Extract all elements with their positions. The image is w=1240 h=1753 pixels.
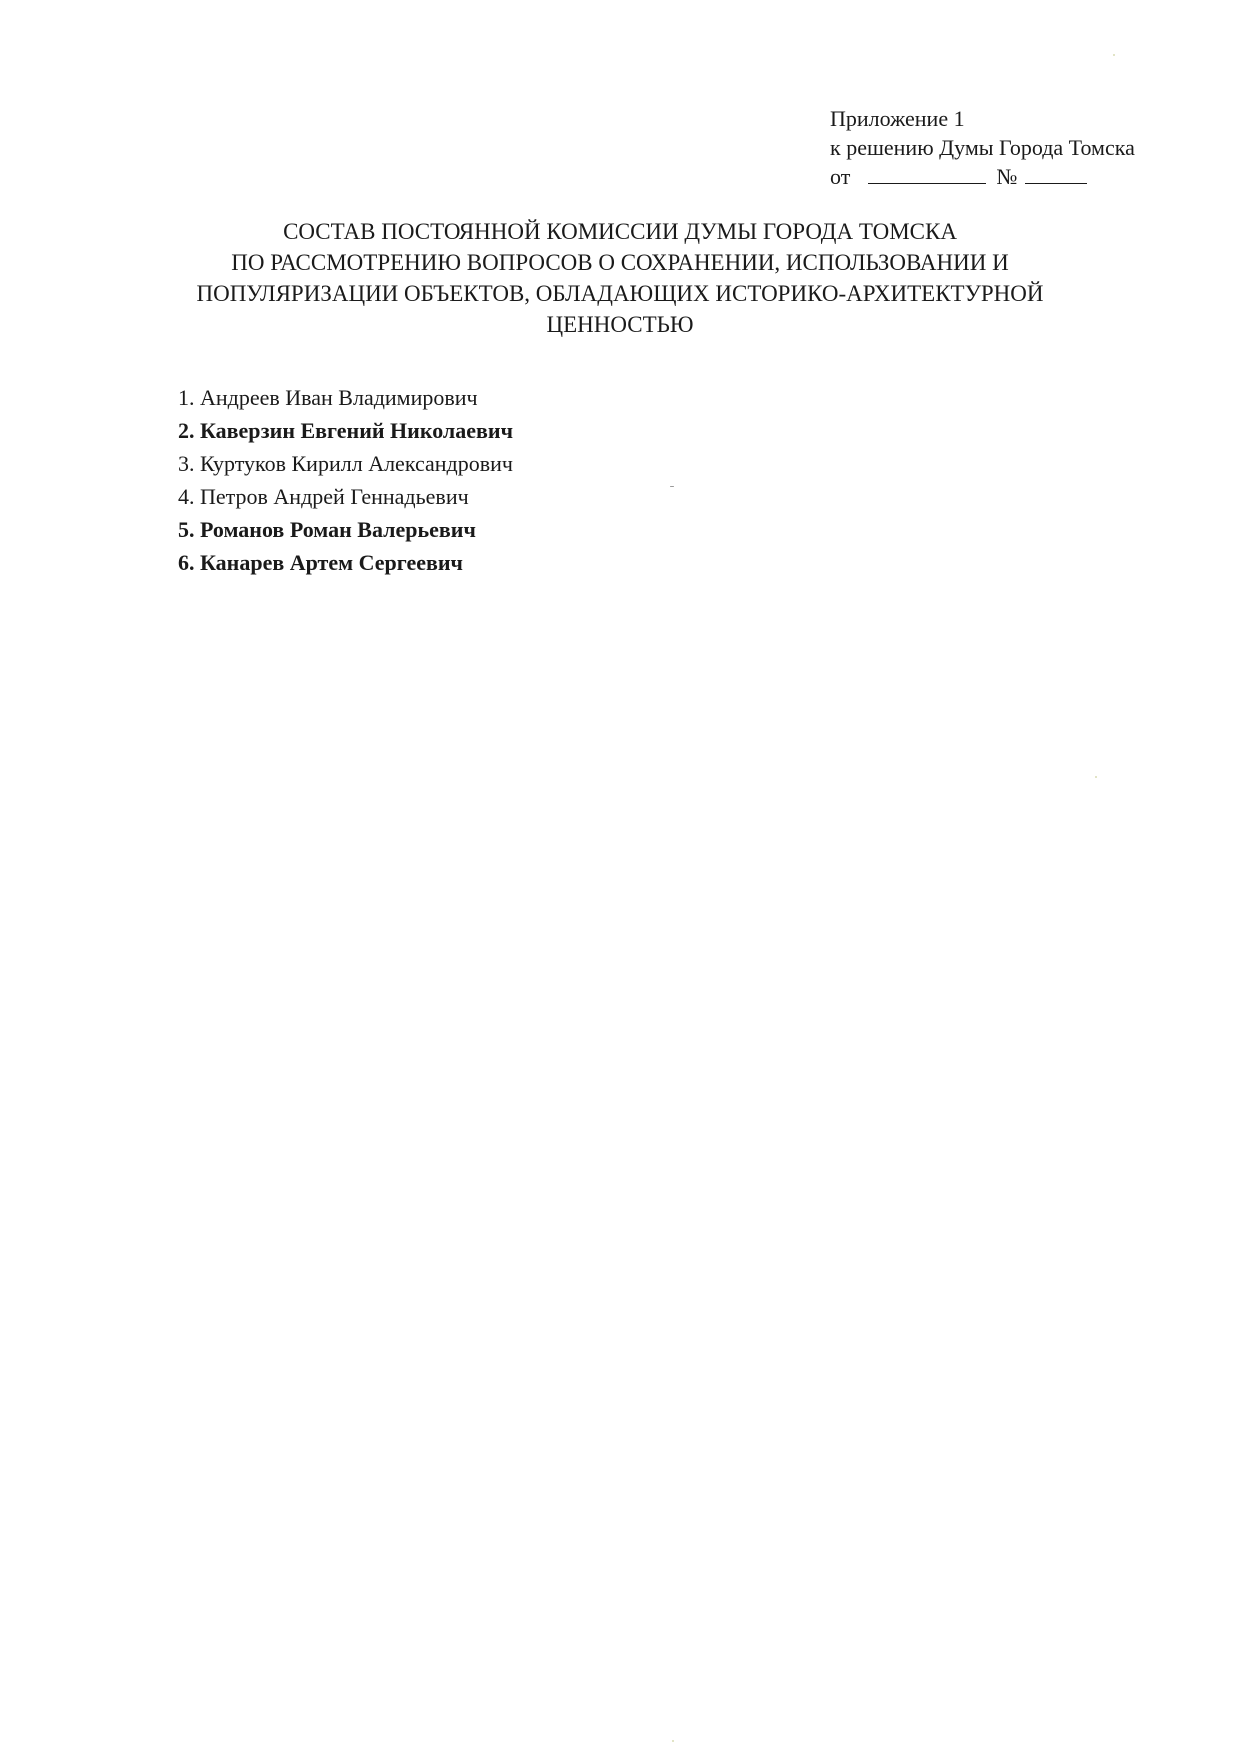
number-sign: № [996,164,1018,189]
scan-speck [1113,54,1115,56]
title-line-3: ПОПУЛЯРИЗАЦИИ ОБЪЕКТОВ, ОБЛАДАЮЩИХ ИСТОРИКО-АРХИТЕКТУРНОЙ [196,281,1044,306]
members-list [178,381,513,579]
number-blank [1025,165,1087,184]
scan-speck [1095,776,1097,778]
member-item: 1. Андреев Иван Владимирович [178,385,478,410]
document-title [180,216,1060,340]
appendix-number: Приложение 1 [830,106,965,131]
title-line-2: ПО РАССМОТРЕНИЮ ВОПРОСОВ О СОХРАНЕНИИ, ИСПОЛЬЗОВАНИИ И [231,250,1009,275]
appendix-header [830,104,1135,191]
member-item: 3. Куртуков Кирилл Александрович [178,451,513,476]
date-blank [868,165,986,184]
date-prefix: от [830,164,851,189]
appendix-decision-ref: к решению Думы Города Томска [830,135,1135,160]
appendix-date-line [830,162,1135,191]
scan-speck [672,1740,674,1742]
scan-speck [670,486,674,487]
member-item: 6. Канарев Артем Сергеевич [178,550,463,575]
member-item: 4. Петров Андрей Геннадьевич [178,484,469,509]
member-item: 5. Романов Роман Валерьевич [178,517,476,542]
member-item: 2. Каверзин Евгений Николаевич [178,418,514,443]
title-line-4: ЦЕННОСТЬЮ [546,312,694,337]
title-line-1: СОСТАВ ПОСТОЯННОЙ КОМИССИИ ДУМЫ ГОРОДА ТОМСКА [283,219,957,244]
